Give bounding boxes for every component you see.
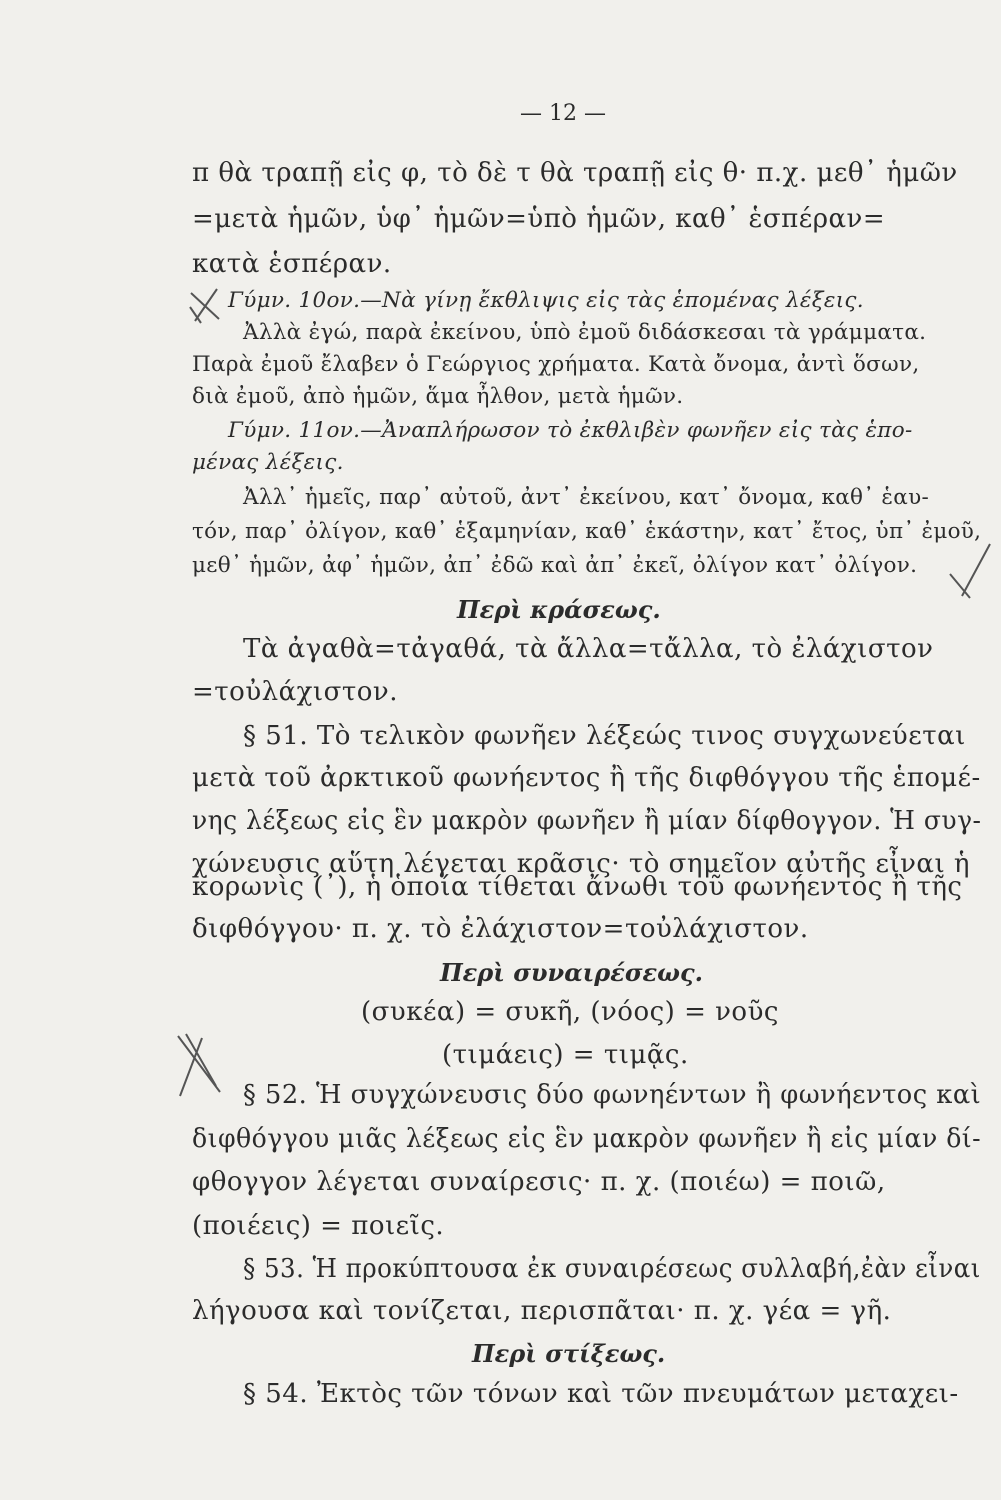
pencil-x-mark — [168, 1030, 228, 1100]
text-line: (ποιέεις) = ποιεῖς. — [192, 1211, 445, 1241]
section-heading: Περὶ συναιρέσεως. — [440, 958, 703, 987]
page-number: — 12 — — [520, 101, 606, 126]
exercise-heading: Γύμν. 10ον.—Νὰ γίνῃ ἔκθλιψις εἰς τὰς ἑπομένας λέξεις. — [228, 288, 864, 313]
text-line: τόν, παρ᾽ ὀλίγον, καθ᾽ ἑξαμηνίαν, καθ᾽ ἑκάστην, κατ᾽ ἔτος, ὑπ᾽ ἐμοῦ, — [192, 519, 982, 544]
text-line: =τοὐλάχιστον. — [192, 677, 398, 707]
text-line: Τὰ ἀγαθὰ=τἀγαθά, τὰ ἄλλα=τἄλλα, τὸ ἐλάχιστον — [243, 634, 934, 664]
paragraph-52: § 52. Ἡ συγχώνευσις δύο φωνηέντων ἢ φωνήεντος καὶ — [243, 1080, 982, 1110]
paragraph-53: § 53. Ἡ προκύπτουσα ἐκ συναιρέσεως συλλαβή,ἐὰν εἶναι — [243, 1254, 981, 1284]
section-heading: Περὶ στίξεως. — [472, 1339, 666, 1368]
text-line: φθογγον λέγεται συναίρεσις· π. χ. (ποιέω) = ποιῶ, — [192, 1167, 886, 1197]
formula-line: (συκέα) = συκῆ, (νόος) = νοῦς — [361, 997, 779, 1027]
text-line: χώνευσις αὕτη λέγεται κρᾶσις· τὸ σημεῖον αὐτῆς εἶναι ἡ — [192, 849, 971, 879]
text-line: Ἀλλ᾽ ἡμεῖς, παρ᾽ αὐτοῦ, ἀντ᾽ ἐκείνου, κατ᾽ ὄνομα, καθ᾽ ἑαυ- — [243, 485, 930, 510]
paragraph-54: § 54. Ἐκτὸς τῶν τόνων καὶ τῶν πνευμάτων μεταχει- — [243, 1379, 959, 1409]
text-line: μεθ᾽ ἡμῶν, ἀφ᾽ ἡμῶν, ἀπ᾽ ἐδῶ καὶ ἀπ᾽ ἐκεῖ, ὀλίγον κατ᾽ ὀλίγον. — [192, 553, 918, 578]
text-line: Παρὰ ἐμοῦ ἔλαβεν ὁ Γεώργιος χρήματα. Κατὰ ὄνομα, ἀντὶ ὅσων, — [192, 352, 920, 377]
formula-line: (τιμάεις) = τιμᾷς. — [442, 1040, 689, 1070]
exercise-heading: Γύμν. 11ον.—Ἀναπλήρωσον τὸ ἐκθλιβὲν φωνῆεν εἰς τὰς ἑπο- — [228, 418, 913, 443]
text-line: λήγουσα καὶ τονίζεται, περισπᾶται· π. χ. γέα = γῆ. — [192, 1296, 892, 1326]
text-line: διὰ ἐμοῦ, ἀπὸ ἡμῶν, ἅμα ἦλθον, μετὰ ἡμῶν. — [192, 384, 684, 409]
section-heading: Περὶ κράσεως. — [457, 595, 661, 624]
text-line: π θὰ τραπῇ εἰς φ, τὸ δὲ τ θὰ τραπῇ εἰς θ· π.χ. μεθ᾽ ἡμῶν — [192, 158, 958, 188]
text-line: μετὰ τοῦ ἀρκτικοῦ φωνήεντος ἢ τῆς διφθόγγου τῆς ἑπομέ- — [192, 763, 981, 793]
text-line: κατὰ ἑσπέραν. — [192, 249, 392, 279]
text-line: νης λέξεως εἰς ἓν μακρὸν φωνῆεν ἢ μίαν δίφθογγον. Ἡ συγ- — [192, 806, 982, 836]
text-line: διφθόγγου μιᾶς λέξεως εἰς ἓν μακρὸν φωνῆεν ἢ εἰς μίαν δί- — [192, 1124, 982, 1154]
text-line: διφθόγγου· π. χ. τὸ ἐλάχιστον=τοὐλάχιστον. — [192, 914, 809, 944]
text-line: κορωνὶς (᾽), ἡ ὁποία τίθεται ἄνωθι τοῦ φωνήεντος ἢ τῆς — [192, 872, 963, 902]
text-line: =μετὰ ἡμῶν, ὑφ᾽ ἡμῶν=ὑπὸ ἡμῶν, καθ᾽ ἑσπέραν= — [192, 204, 886, 234]
pencil-x-mark — [187, 285, 227, 325]
pencil-x-mark — [944, 540, 994, 600]
paragraph-51: § 51. Τὸ τελικὸν φωνῆεν λέξεώς τινος συγχωνεύεται — [243, 721, 966, 751]
text-line: Ἀλλὰ ἐγώ, παρὰ ἐκείνου, ὑπὸ ἐμοῦ διδάσκεσαι τὰ γράμματα. — [243, 320, 927, 345]
text-line: μένας λέξεις. — [192, 450, 344, 475]
